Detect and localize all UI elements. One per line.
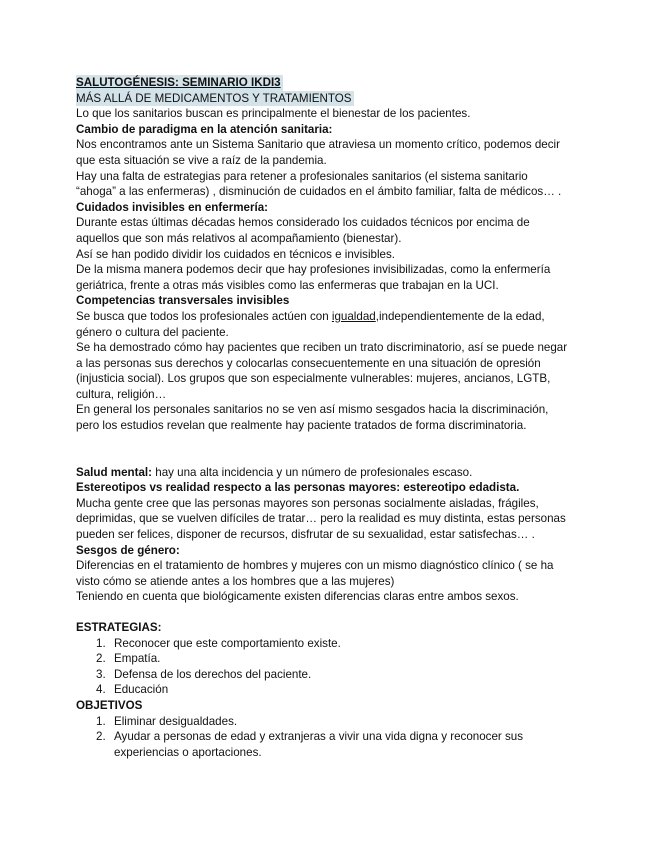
paragraph-line: “ahoga” a las enfermeras) , disminución de cuidados en el ámbito familiar, falta de médicos… . — [76, 185, 562, 199]
paragraph-line: En general los personales sanitarios no se ven así mismo sesgados hacia la discriminación, — [76, 403, 549, 417]
intro-text: Lo que los sanitarios buscan es principalmente el bienestar de los pacientes. — [76, 107, 471, 121]
paragraph-line: Así se han podido dividir los cuidados en técnicos e invisibles. — [76, 247, 396, 261]
list-number: 2. — [96, 730, 106, 744]
spacer — [76, 434, 576, 465]
paragraph-line: pero los estudios revelan que realmente hay paciente tratados de forma discriminatoria. — [76, 419, 527, 433]
list-item-text: Eliminar desigualdades. — [114, 714, 238, 728]
paragraph-line: De la misma manera podemos decir que hay profesiones invisibilizadas, como la enfermería — [76, 263, 551, 277]
mental-health-text: hay una alta incidencia y un número de profesionales escaso. — [152, 465, 473, 479]
list-item — [76, 651, 576, 667]
paragraph-line — [76, 309, 576, 325]
paragraph-line: visto cómo se atiende antes a los hombres que a las mujeres) — [76, 574, 395, 588]
list-number: 4. — [96, 683, 106, 697]
list-item-text: Defensa de los derechos del paciente. — [114, 667, 312, 681]
paragraph-line: género o cultura del paciente. — [76, 325, 229, 339]
paragraph-line: aquellos que son más relativos al acompañamiento (bienestar). — [76, 231, 402, 245]
spacer — [76, 605, 576, 620]
list-item-text: Empatía. — [114, 652, 161, 666]
list-number: 2. — [96, 652, 106, 666]
paragraph-line: Nos encontramos ante un Sistema Sanitario que atraviesa un momento crítico, podemos decir — [76, 138, 560, 152]
list-item — [76, 714, 576, 730]
list-item — [76, 636, 576, 652]
list-number: 1. — [96, 636, 106, 650]
paragraph-line: cultura, religión… — [76, 387, 167, 401]
list-number: 1. — [96, 714, 106, 728]
list-item-text: Educación — [114, 683, 169, 697]
list-item — [76, 667, 576, 683]
list-item-continuation: experiencias o aportaciones. — [114, 745, 262, 759]
section-heading-paradigm: Cambio de paradigma en la atención sanitaria: — [76, 122, 333, 136]
section-heading-gender-bias: Sesgos de género: — [76, 543, 180, 557]
text-run: ,independientemente de la edad, — [375, 309, 545, 323]
list-item-text: Reconocer que este comportamiento existe. — [114, 636, 341, 650]
section-heading-invisible-care: Cuidados invisibles en enfermería: — [76, 200, 268, 214]
paragraph-line: que esta situación se vive a raíz de la pandemia. — [76, 153, 327, 167]
paragraph-line: Durante estas últimas décadas hemos considerado los cuidados técnicos por encima de — [76, 216, 530, 230]
paragraph-line: a las personas sus derechos y colocarlas consecuentemente en una situación de opresión — [76, 356, 541, 370]
mental-health-label: Salud mental: — [76, 465, 153, 479]
paragraph-line: Mucha gente cree que las personas mayores son personas socialmente aisladas, frágiles, — [76, 496, 539, 510]
list-number: 3. — [96, 667, 106, 681]
list-item — [76, 682, 576, 698]
paragraph-line: (injusticia social). Los grupos que son especialmente vulnerables: mujeres, ancianos, LGTB, — [76, 372, 551, 386]
strategies-heading: ESTRATEGIAS: — [76, 621, 162, 634]
section-heading-competencies: Competencias transversales invisibles — [76, 294, 290, 308]
paragraph-line: pueden ser felices, disponer de recursos, disfrutar de su sexualidad, estar satisfechas… . — [76, 528, 535, 542]
mental-health-line — [76, 465, 576, 481]
paragraph-line: Se ha demostrado cómo hay pacientes que reciben un trato discriminatorio, así se puede negar — [76, 341, 568, 355]
paragraph-line: Teniendo en cuenta que biológicamente existen diferencias claras entre ambos sexos. — [76, 590, 519, 604]
underlined-word: igualdad — [331, 309, 376, 323]
document-page — [76, 75, 576, 760]
document-subtitle: MÁS ALLÁ DE MEDICAMENTOS Y TRATAMIENTOS — [76, 91, 352, 105]
paragraph-line: deprimidas, que se vuelven difíciles de tratar… pero la realidad es muy distinta, estas personas — [76, 512, 566, 526]
objectives-list — [76, 714, 576, 761]
paragraph-line: geriátrica, frente a otras más visibles como las enfermeras que trabajan en la UCI. — [76, 278, 499, 292]
strategies-list — [76, 636, 576, 698]
document-title: SALUTOGÉNESIS: SEMINARIO IKDI3 — [76, 76, 281, 89]
paragraph-line: Hay una falta de estrategias para retener a profesionales sanitarios (el sistema sanitario — [76, 169, 528, 183]
objectives-heading: OBJETIVOS — [76, 698, 143, 712]
paragraph-line: Diferencias en el tratamiento de hombres y mujeres con un mismo diagnóstico clínico ( se ha — [76, 559, 554, 573]
list-item — [76, 729, 576, 760]
text-run: Se busca que todos los profesionales actúen con — [76, 309, 332, 323]
list-item-text: Ayudar a personas de edad y extranjeras a vivir una vida digna y reconocer sus — [114, 730, 524, 744]
section-heading-stereotypes: Estereotipos vs realidad respecto a las personas mayores: estereotipo edadista. — [76, 481, 520, 495]
